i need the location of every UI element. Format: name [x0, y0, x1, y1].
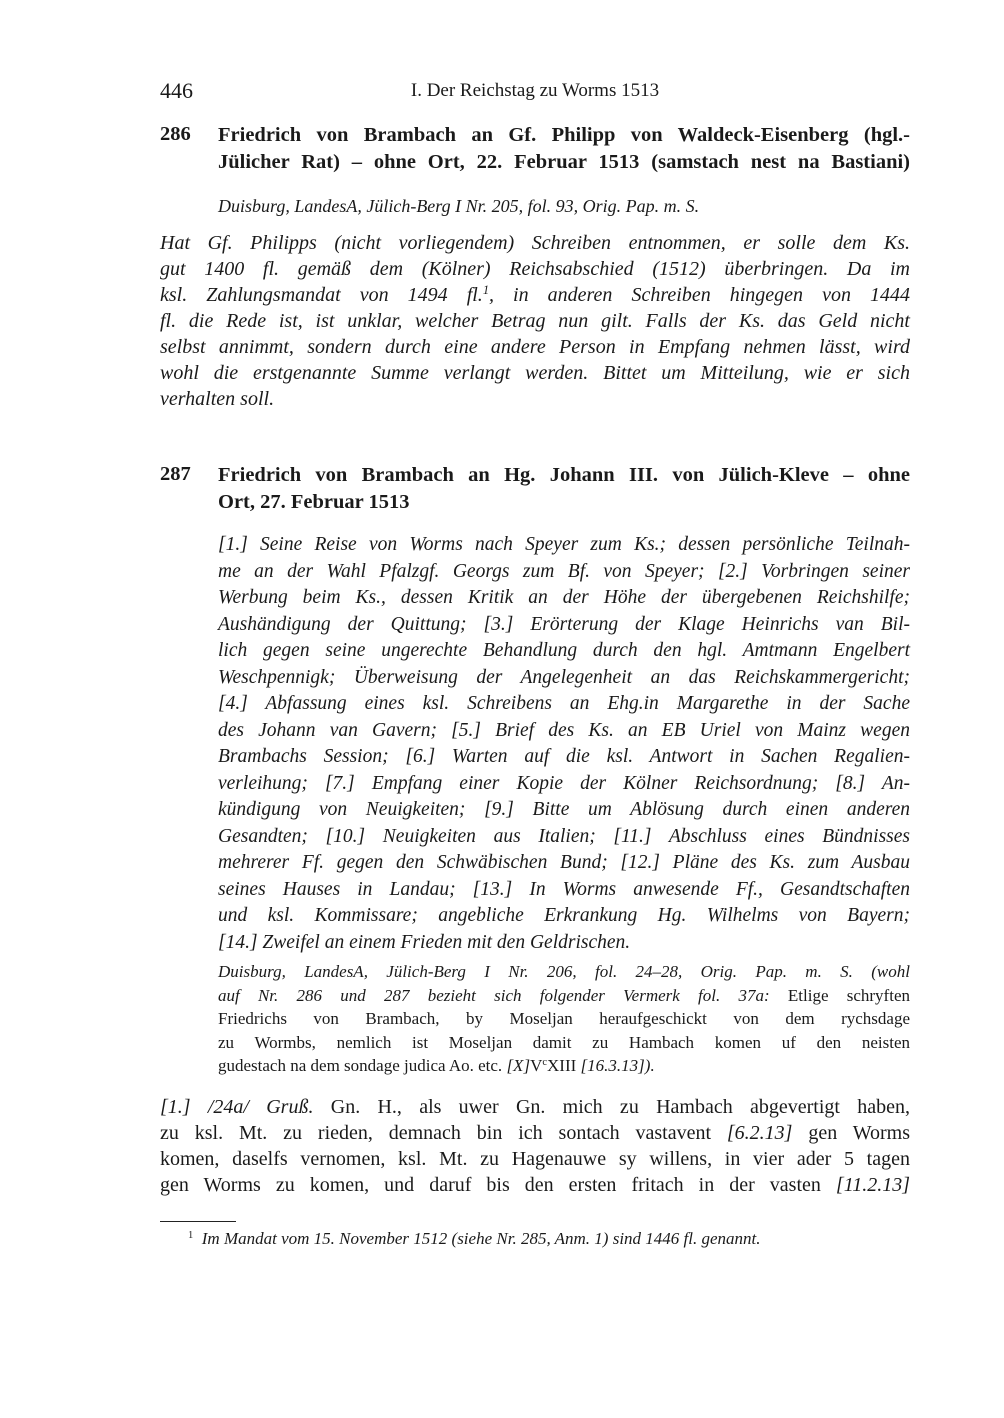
body-text: zu ksl. Mt. zu rieden, demnach bin ich sontach vastavent [160, 1122, 727, 1144]
body-line: komen, daselfs vernomen, ksl. Mt. zu Hagenauwe sy willens, in vier ader 5 tagen [160, 1148, 910, 1170]
footnote-marker: 1 [188, 1230, 194, 1242]
document-number-286: 286 [160, 123, 191, 145]
body-text: [11.2.13] [835, 1174, 910, 1196]
body-text: gen Worms [792, 1122, 910, 1144]
document-title-286 [218, 122, 910, 176]
running-title: I. Der Reichstag zu Worms 1513 [410, 80, 660, 101]
title-line: Ort, 27. Februar 1513 [218, 491, 410, 513]
footnote-1 [188, 1229, 761, 1249]
body-text: Gn. H., als uwer Gn. mich zu Hambach abgevertigt haben, [313, 1096, 910, 1118]
body-line [160, 1094, 910, 1120]
summary-line: lich gegen seine ungerechte Behandlung durch den hgl. Amtmann Engelbert [218, 640, 910, 661]
document-title-287 [218, 462, 910, 516]
summary-line: verleihung; [7.] Empfang einer Kopie der Kölner Reichsordnung; [8.] An- [218, 772, 910, 794]
title-line: Friedrich von Brambach an Hg. Johann III. von Jülich-Kleve – ohne [218, 464, 910, 486]
body-text: [1.] /24a/ Gruß. [160, 1096, 314, 1118]
footnote-ref: 1 [482, 283, 490, 298]
summary-line: [1.] Seine Reise von Worms nach Speyer zum Ks.; dessen persönliche Teilnah- [218, 534, 910, 555]
summary-line: Werbung beim Ks., dessen Kritik an der Höhe der übergebenen Reichshilfe; [218, 587, 910, 608]
abstract-286 [160, 230, 910, 412]
source-text: [X] [506, 1056, 531, 1076]
summary-line: kündigung von Neuigkeiten; [9.] Bitte um Ablösung durch einen anderen [218, 799, 910, 820]
title-line: Friedrich von Brambach an Gf. Philipp von Waldeck-Eisenberg (hgl.- [218, 124, 910, 146]
abstract-line: fl. die Rede ist, ist unklar, welcher Betrag nun gilt. Falls der Ks. das Geld nicht [160, 310, 910, 332]
summary-line: [14.] Zweifel an einem Frieden mit den Geldrischen. [218, 931, 631, 953]
source-line [218, 984, 910, 1008]
source-text: c [542, 1057, 548, 1069]
source-line: zu Wormbs, nemlich ist Moseljan damit zu Hambach komen uf den neisten [218, 1032, 910, 1052]
summary-line: [4.] Abfassung eines ksl. Schreibens an Ehg.in Margarethe in der Sache [218, 693, 910, 714]
source-line: Duisburg, LandesA, Jülich-Berg I Nr. 206, fol. 24–28, Orig. Pap. m. S. (wohl [218, 962, 910, 981]
summary-line: Gesandten; [10.] Neuigkeiten aus Italien; [11.] Abschluss eines Bündnisses [218, 825, 910, 847]
source-text: Etlige schryften [769, 985, 910, 1005]
abstract-text: , in anderen Schreiben hingegen von 1444 [489, 284, 910, 306]
abstract-line: wohl die erstgenannte Summe verlangt werden. Bittet um Mitteilung, wie er sich [160, 362, 910, 384]
body-line [160, 1120, 910, 1146]
source-line: Friedrichs von Brambach, by Moseljan heraufgeschickt von dem rychsdage [218, 1009, 910, 1029]
summary-line: Aushändigung der Quittung; [3.] Erörterung der Klage Heinrichs van Bil- [218, 613, 910, 635]
footnote-rule [160, 1221, 236, 1222]
summary-line: Weschpennigk; Überweisung der Angelegenheit an das Reichskammergericht; [218, 666, 910, 688]
body-line [160, 1172, 910, 1198]
source-reference-287 [218, 960, 910, 1078]
abstract-line: gut 1400 fl. gemäß dem (Kölner) Reichsabschied (1512) überbringen. Da im [160, 258, 910, 280]
abstract-text: ksl. Zahlungsmandat von 1494 fl. [160, 284, 483, 306]
page-number: 446 [160, 78, 193, 103]
title-line: Jülicher Rat) – ohne Ort, 22. Februar 1513 (samstach nest na Bastiani) [218, 151, 910, 173]
document-number-287: 287 [160, 463, 191, 485]
summary-line: Brambachs Session; [6.] Warten auf die ksl. Antwort in Sachen Regalien- [218, 746, 910, 767]
source-text: XIII [547, 1056, 581, 1076]
summary-line: seines Hauses in Landau; [13.] In Worms anwesende Ff., Gesandtschaften [218, 878, 910, 900]
abstract-line: selbst annimmt, sondern durch eine andere Person in Empfang nehmen lässt, wird [160, 336, 910, 358]
body-text: [6.2.13] [726, 1122, 793, 1144]
summary-line: mehrerer Ff. gegen den Schwäbischen Bund; [12.] Pläne des Ks. zum Ausbau [218, 852, 910, 873]
summary-287 [218, 532, 910, 956]
summary-line: und ksl. Kommissare; angebliche Erkrankung Hg. Wilhelms von Bayern; [218, 905, 910, 926]
abstract-line [160, 282, 910, 308]
source-text: [16.3.13]). [580, 1056, 655, 1076]
source-text: V [530, 1056, 543, 1076]
summary-line: me an der Wahl Pfalzgf. Georgs zum Bf. von Speyer; [2.] Vorbringen seiner [218, 560, 910, 582]
abstract-line: verhalten soll. [160, 388, 275, 410]
source-text: auf Nr. 286 und 287 bezieht sich folgender Vermerk fol. 37a: [218, 985, 770, 1005]
summary-line: des Johann van Gavern; [5.] Brief des Ks. an EB Uriel von Mainz wegen [218, 719, 910, 741]
source-reference-286: Duisburg, LandesA, Jülich-Berg I Nr. 205, fol. 93, Orig. Pap. m. S. [218, 196, 700, 216]
footnote-text: Im Mandat vom 15. November 1512 (siehe Nr. 285, Anm. 1) sind 1446 fl. genannt. [201, 1229, 761, 1248]
body-text-287 [160, 1094, 910, 1198]
body-text: gen Worms zu komen, und daruf bis den ersten fritach in der vasten [160, 1174, 836, 1196]
source-text: gudestach na dem sondage judica Ao. etc. [218, 1056, 507, 1076]
source-line [218, 1054, 910, 1078]
abstract-line: Hat Gf. Philipps (nicht vorliegendem) Schreiben entnommen, er solle dem Ks. [160, 232, 910, 254]
